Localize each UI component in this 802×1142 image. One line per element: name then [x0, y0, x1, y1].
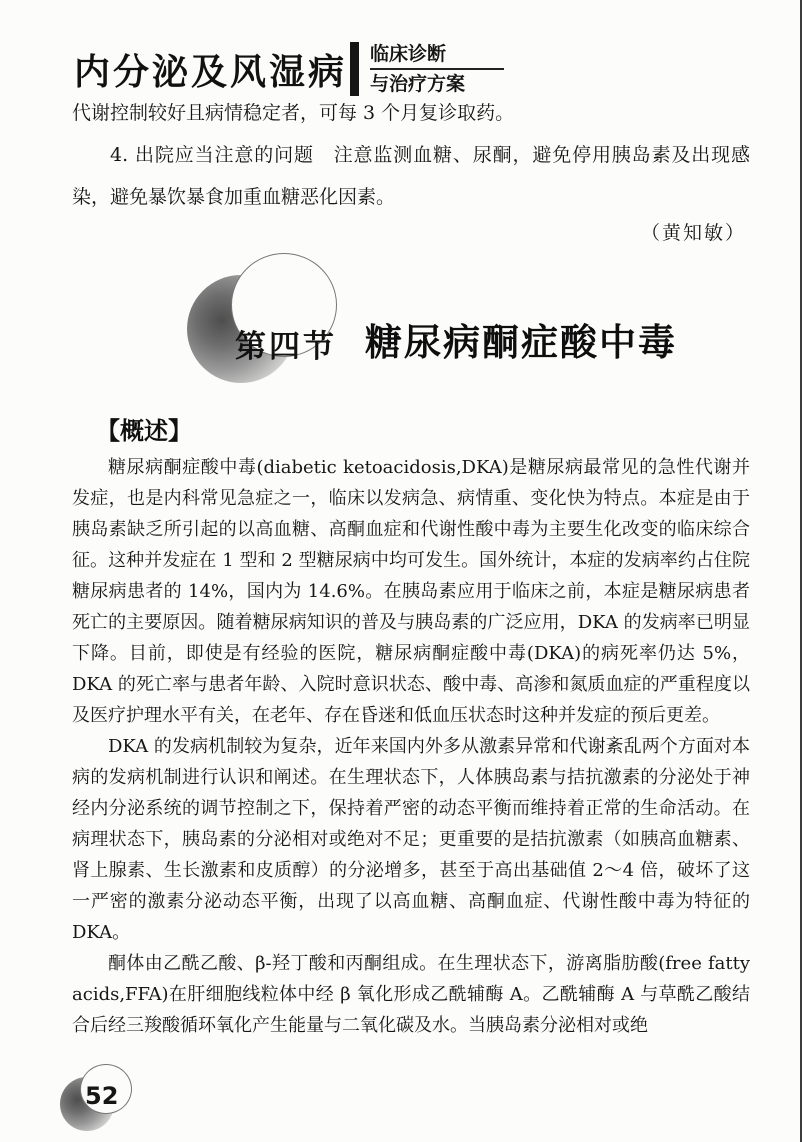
author-credit: （黄知敏）: [640, 222, 746, 244]
subtitle-line1: 临床诊断: [370, 42, 447, 65]
book-series-title: 内分泌及风湿病: [74, 51, 348, 93]
header-subtitle: [370, 43, 504, 96]
page-number: 52: [85, 1082, 119, 1110]
section-number: 第四节: [235, 329, 337, 365]
overview-paragraph-1: 糖尿病酮症酸中毒(diabetic ketoacidosis,DKA)是糖尿病最常见的急性代谢并发症，也是内科常见急症之一，临床以发病急、病情重、变化快为特点。本症是由于胰岛素缺乏所引起的以高血糖、高酮血症和代谢性酸中毒为主要生化改变的临床综合征。这种并发症在 1 型和 2 型糖尿病中均可发生。国外统计，本症的发病率约占住院糖尿病患者的 14%，国内为 14.6%。在胰岛素应用于临床之前，本症是糖尿病患者死亡的主要原因。随着糖尿病知识的普及与胰岛素的广泛应用，DKA 的发病率已明显下降。目前，即使是有经验的医院，糖尿病酮症酸中毒(DKA)的病死率仍达 5%，DKA 的死亡率与患者年龄、入院时意识状态、酸中毒、高渗和氮质血症的严重程度以及医疗护理水平有关，在老年、存在昏迷和低血压状态时这种并发症的预后更差。: [72, 457, 750, 726]
section-banner: [183, 265, 683, 393]
page-header: [74, 42, 504, 96]
overview-paragraph-2: DKA 的发病机制较为复杂，近年来国内外多从激素异常和代谢紊乱两个方面对本病的发病机制进行认识和阐述。在生理状态下，人体胰岛素与拮抗激素的分泌处于神经内分泌系统的调节控制之下，保持着严密的动态平衡而维持着正常的生命活动。在病理状态下，胰岛素的分泌相对或绝对不足；更重要的是拮抗激素（如胰高血糖素、肾上腺素、生长激素和皮质醇）的分泌增多，甚至于高出基础值 2～4 倍，破坏了这一严密的激素分泌动态平衡，出现了以高血糖、高酮血症、代谢性酸中毒为特征的 DKA。: [72, 736, 750, 943]
intro-continuation-line: 代谢控制较好且病情稳定者，可每 3 个月复诊取药。: [72, 102, 515, 124]
intro-text: [72, 92, 750, 218]
overview-heading: 【概述】: [96, 417, 192, 445]
section-title: 糖尿病酮症酸中毒: [365, 321, 677, 364]
overview-paragraph-3: 酮体由乙酰乙酸、β-羟丁酸和丙酮组成。在生理状态下，游离脂肪酸(free fatty acids,FFA)在肝细胞线粒体中经 β 氧化形成乙酰辅酶 A。乙酰辅酶 A 与草酰乙酸结合后经三羧酸循环氧化产生能量与二氧化碳及水。当胰岛素分泌相对或绝: [72, 953, 750, 1036]
intro-item-4: 4. 出院应当注意的问题 注意监测血糖、尿酮，避免停用胰岛素及出现感染，避免暴饮暴食加重血糖恶化因素。: [72, 144, 750, 208]
overview-body: [72, 452, 750, 1041]
subtitle-line2: 与治疗方案: [370, 72, 466, 95]
page-footer: [56, 1068, 152, 1140]
subtitle-rule: [370, 68, 504, 70]
header-divider-bar: [350, 42, 359, 96]
